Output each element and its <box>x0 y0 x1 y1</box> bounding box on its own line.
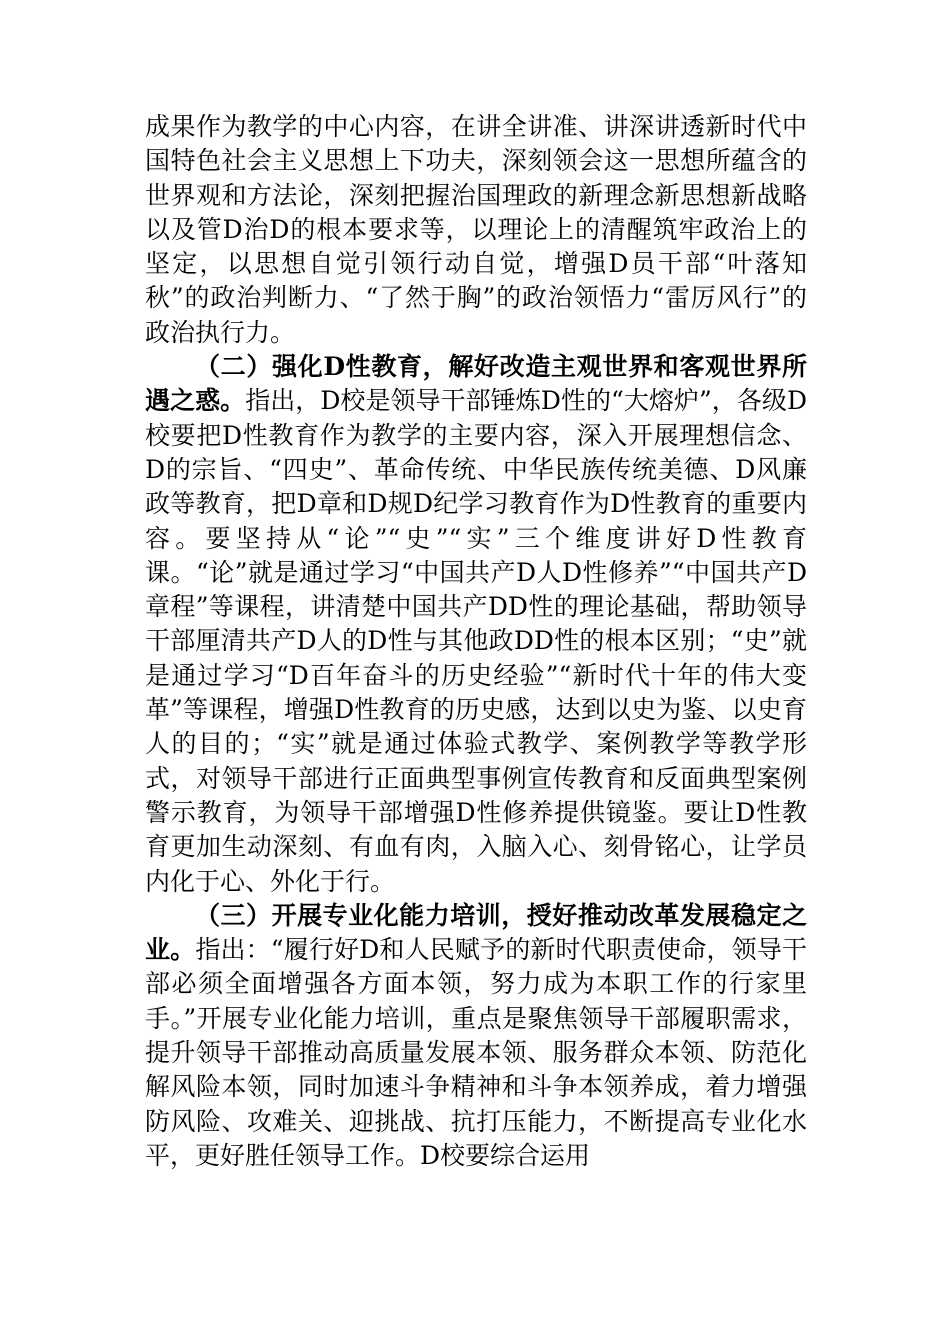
paragraph-1-body: 成果作为教学的中心内容，在讲全讲准、讲深讲透新时代中国特色社会主义思想上下功夫，深刻领会这一思想所蕴含的世界观和方法论，深刻把握治国理政的新理念新思想新战略以及管D治D的根本要求等，以理论上的清醒筑牢政治上的坚定，以思想自觉引领行动自觉，增强D员干部“叶落知秋”的政治判断力、“了然于胸”的政治领悟力“雷厉风行”的政治执行力。 <box>145 112 807 347</box>
document-page <box>145 110 807 1173</box>
paragraph-2-body: 指出，D校是领导干部锤炼D性的“大熔炉”，各级D校要把D性教育作为教学的主要内容，深入开展理想信念、D的宗旨、“四史”、革命传统、中华民族传统美德、D风廉政等教育，把D章和D规D纪学习教育作为D性教育的重要内容。要坚持从“论”“史”“实”三个维度讲好D性教育课。“论”就是通过学习“中国共产D人D性修养”“中国共产D章程”等课程，讲清楚中国共产DD性的理论基础，帮助领导干部厘清共产D人的D性与其他政DD性的根本区别；“史”就是通过学习“D百年奋斗的历史经验”“新时代十年的伟大变革”等课程，增强D性教育的历史感，达到以史为鉴、以史育人的目的；“实”就是通过体验式教学、案例教学等教学形式，对领导干部进行正面典型事例宣传教育和反面典型案例警示教育，为领导干部增强D性修养提供镜鉴。要让D性教育更加生动深刻、有血有肉，入脑入心、刻骨铭心，让学员内化于心、外化于行。 <box>145 386 807 896</box>
paragraph-2-heading: （二）强化D性教育，解好改造主观世界和客观世界所遇之惑。 <box>145 352 807 416</box>
paragraph-1 <box>145 110 807 350</box>
paragraph-3-heading: （三）开展专业化能力培训，授好推动改革发展稳定之业。 <box>145 900 807 965</box>
paragraph-2 <box>145 350 807 899</box>
paragraph-3-body: 指出：“履行好D和人民赋予的新时代职责使命，领导干部必须全面增强各方面本领，努力成为本职工作的行家里手。”开展专业化能力培训，重点是聚焦领导干部履职需求，提升领导干部推动高质量发展本领、服务群众本领、防范化解风险本领，同时加速斗争精神和斗争本领养成，着力增强防风险、攻难关、迎挑战、抗打压能力，不断提高专业化水平，更好胜任领导工作。D校要综合运用 <box>145 935 807 1170</box>
paragraph-3 <box>145 899 807 1173</box>
